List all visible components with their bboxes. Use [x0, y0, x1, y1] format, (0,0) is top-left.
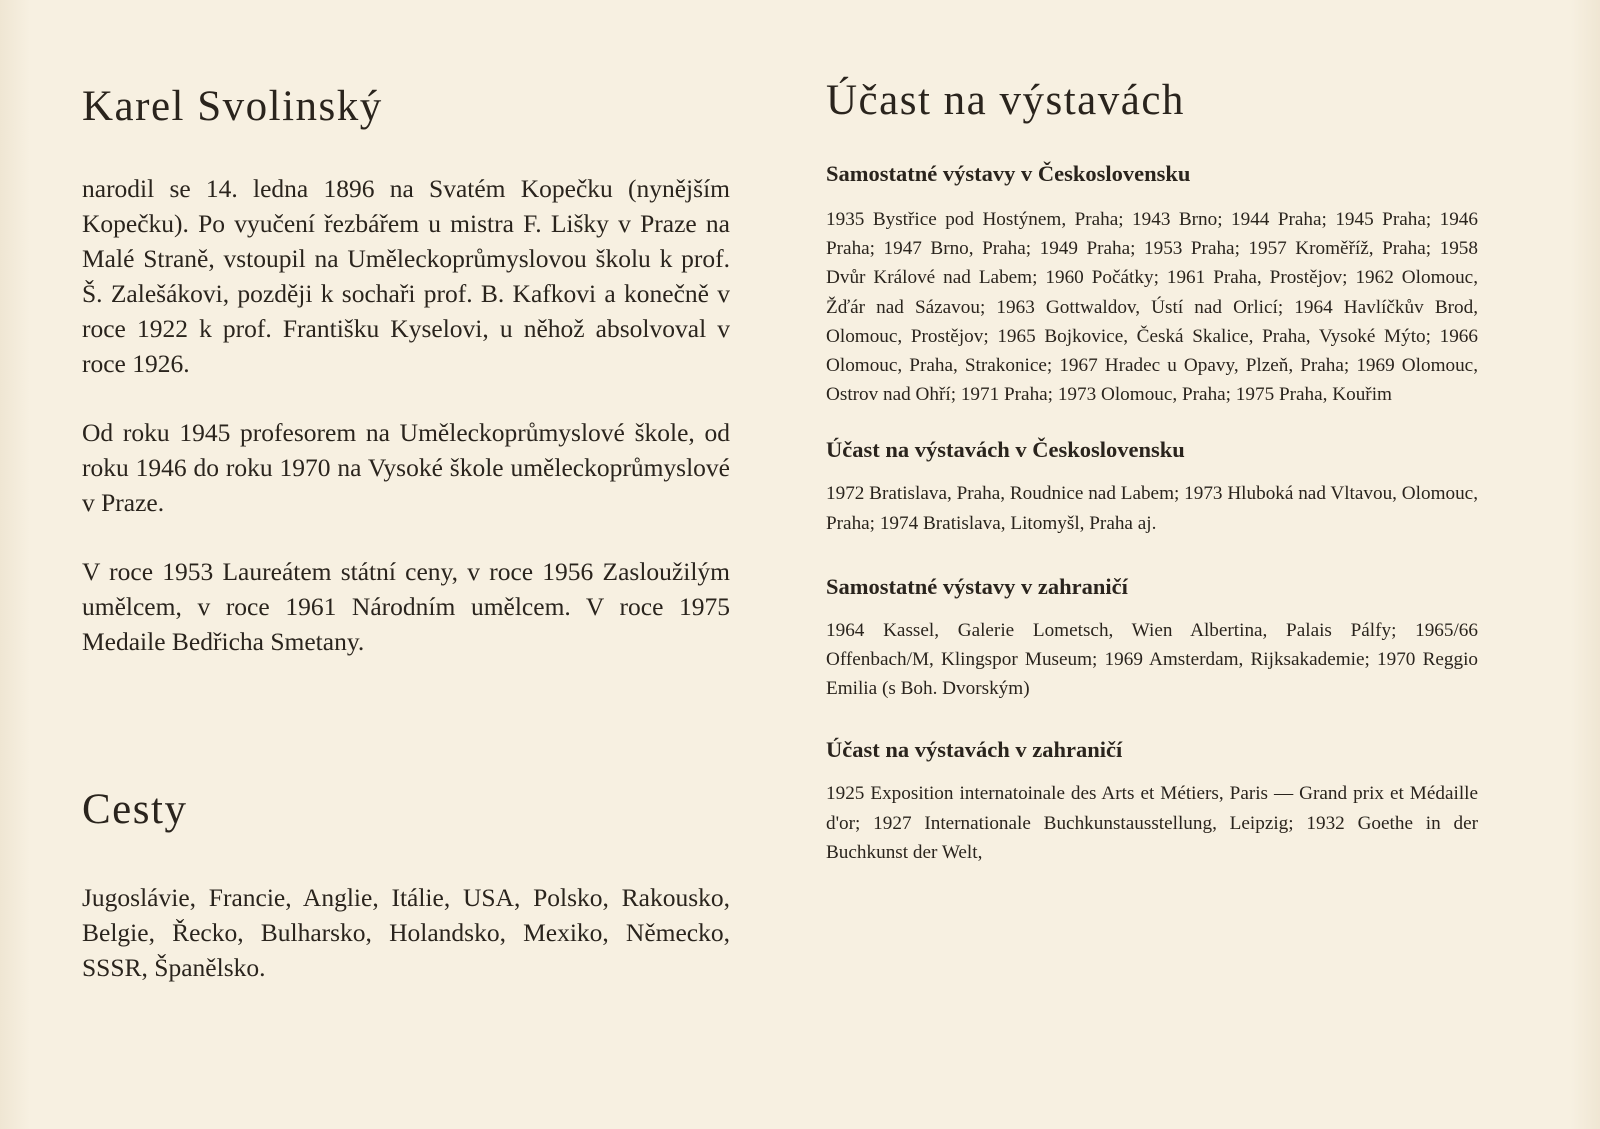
exhibitions-heading: Účast na výstavách [826, 77, 1185, 124]
section-heading-solo-abroad: Samostatné výstavy v zahraničí [826, 573, 1128, 599]
travel-heading: Cesty [82, 786, 188, 833]
bio-paragraph-awards: V roce 1953 Laureátem státní ceny, v roce 1956 Zasloužilým umělcem, v roce 1961 Národním umělcem. V roce 1975 Medaile Bedřicha Smetany. [82, 557, 730, 656]
bio-paragraph-professorship: Od roku 1945 profesorem na Uměleckoprůmyslové škole, od roku 1946 do roku 1970 na Vysoké škole uměleckoprůmyslové v Praze. [82, 418, 730, 517]
section-heading-group-abroad: Účast na výstavách v zahraničí [826, 737, 1123, 763]
exhibitions-column [826, 76, 1478, 867]
section-text-solo-czechoslovakia: 1935 Bystřice pod Hostýnem, Praha; 1943 Brno; 1944 Praha; 1945 Praha; 1946 Praha; 1947 Brno, Praha; 1949 Praha; 1953 Praha; 1957 Kroměříž, Praha; 1958 Dvůr Králové nad Labem; 1960 Počátky; 1961 Praha, Prostějov; 1962 Olomouc, Žďár nad Sázavou; 1963 Gottwaldov, Ústí nad Orlicí; 1964 Havlíčkův Brod, Olomouc, Prostějov; 1965 Bojkovice, Česká Skalice, Praha, Vysoké Mýto; 1966 Olomouc, Praha, Strakonice; 1967 Hradec u Opavy, Plzeň, Praha; 1969 Olomouc, Ostrov nad Ohří; 1971 Praha; 1973 Olomouc, Praha; 1975 Praha, Kouřim [826, 209, 1478, 406]
section-heading-group-czechoslovakia: Účast na výstavách v Československu [826, 437, 1185, 463]
travel-countries-text: Jugoslávie, Francie, Anglie, Itálie, USA, Polsko, Rakousko, Belgie, Řecko, Bulharsko, Holandsko, Mexiko, Německo, SSSR, Španělsko. [82, 883, 730, 982]
section-text-group-czechoslovakia: 1972 Bratislava, Praha, Roudnice nad Labem; 1973 Hluboká nad Vltavou, Olomouc, Praha; 1974 Bratislava, Litomyšl, Praha aj. [826, 483, 1478, 534]
section-text-group-abroad: 1925 Exposition internatoinale des Arts et Métiers, Paris — Grand prix et Médaille d'or; 1927 Internationale Buchkunstausstellung, Leipzig; 1932 Goethe in der Buchkunst der Welt, [826, 783, 1478, 863]
artist-name-heading: Karel Svolinský [82, 83, 383, 130]
section-text-solo-abroad: 1964 Kassel, Galerie Lometsch, Wien Albertina, Palais Pálfy; 1965/66 Offenbach/M, Klingspor Museum; 1969 Amsterdam, Rijksakademie; 1970 Reggio Emilia (s Boh. Dvorským) [826, 619, 1478, 700]
biography-column [82, 82, 730, 985]
section-heading-solo-czechoslovakia: Samostatné výstavy v Československu [826, 161, 1191, 186]
bio-paragraph-birth-education: narodil se 14. ledna 1896 na Svatém Kopečku (nynějším Kopečku). Po vyučení řezbářem u mistra F. Lišky v Praze na Malé Straně, vstoupil na Uměleckoprůmyslovou školu k prof. Š. Zalešákovi, později k sochaři prof. B. Kafkovi a konečně v roce 1922 k prof. Františku Kyselovi, u něhož absolvoval v roce 1926. [82, 174, 730, 378]
